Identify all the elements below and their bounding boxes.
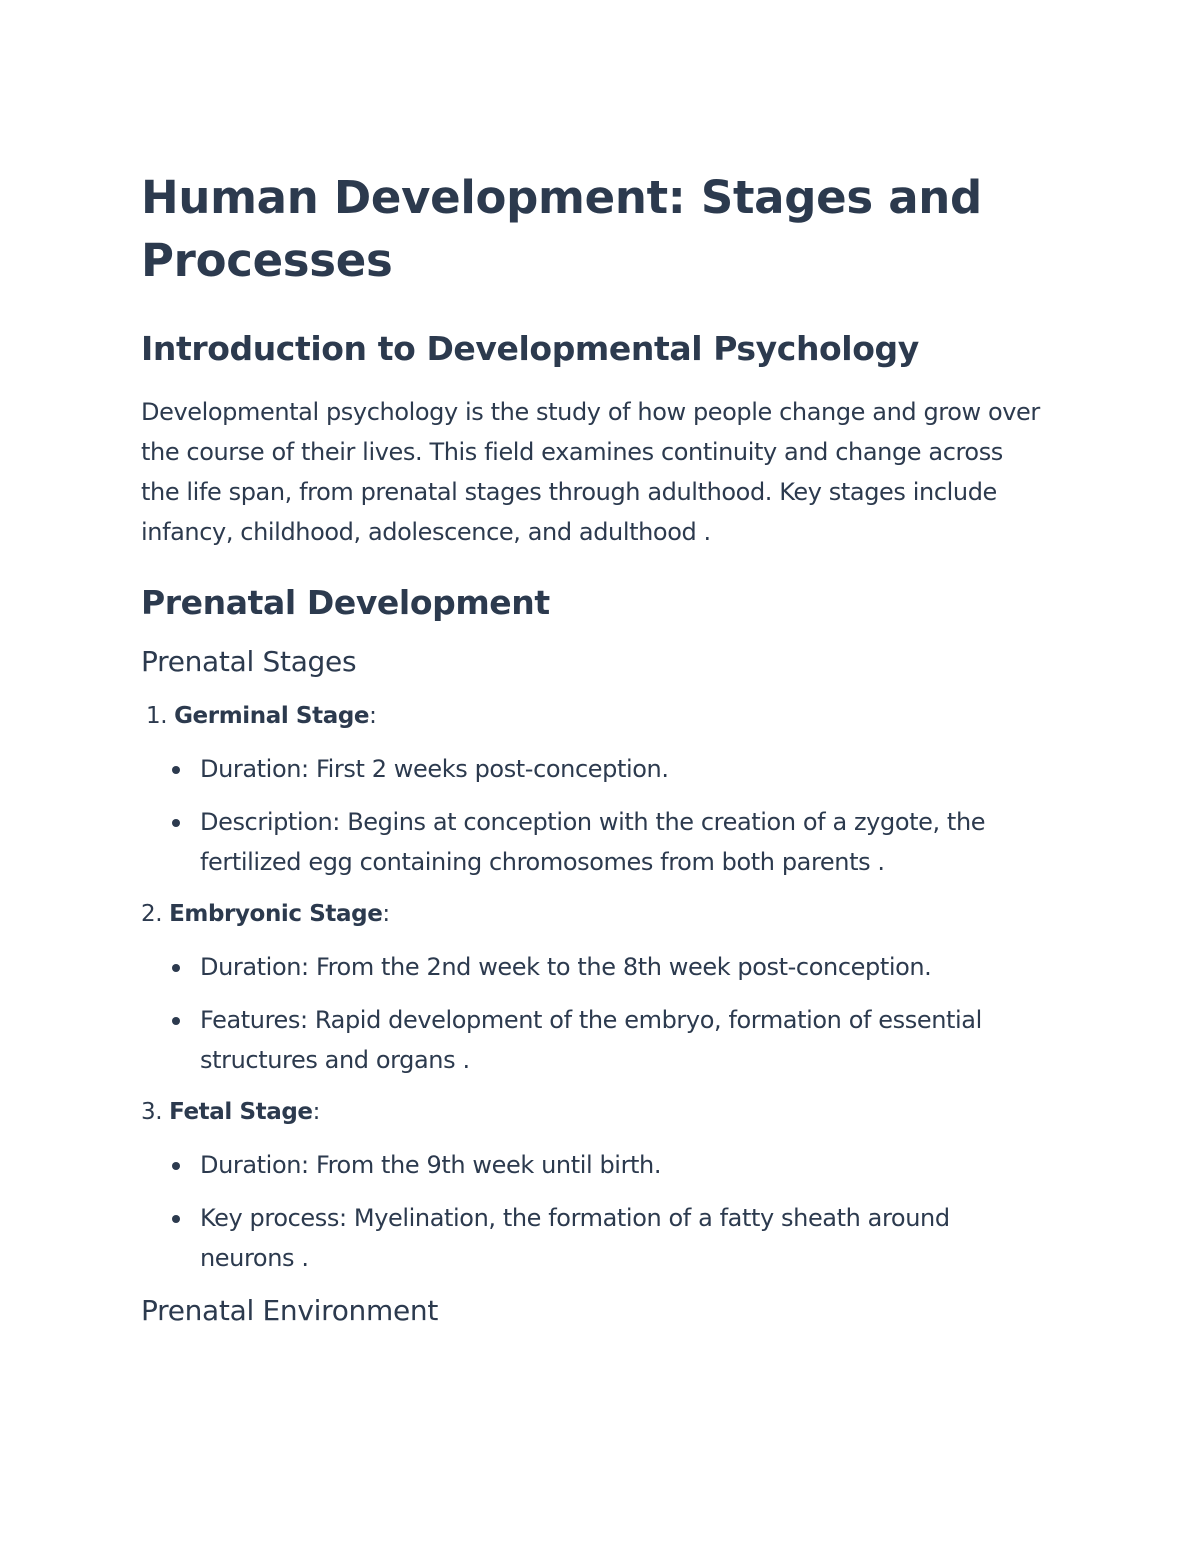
list-item-text: Key process: Myelination, the formation of a fatty sheath around neurons . [200, 1204, 950, 1272]
section-heading-introduction: Introduction to Developmental Psychology [141, 329, 919, 368]
stage-suffix: : [369, 703, 377, 729]
stage-number: 3. [141, 1099, 163, 1125]
stage-number: 2. [141, 901, 163, 927]
bullet-icon [172, 1215, 180, 1223]
stage-name: Germinal Stage [174, 703, 370, 729]
bullet-icon [172, 964, 180, 972]
stage-heading [141, 1092, 1041, 1132]
stage-name: Embryonic Stage [169, 901, 383, 927]
stage-name: Fetal Stage [169, 1099, 313, 1125]
section-heading-prenatal-development: Prenatal Development [141, 583, 550, 622]
stage-heading [141, 696, 1041, 736]
stage-suffix: : [312, 1099, 320, 1125]
list-item [141, 749, 1041, 789]
bullet-icon [172, 766, 180, 774]
stage-heading [141, 894, 1041, 934]
stage-number: 1. [146, 703, 168, 729]
stage-item-fetal [141, 1092, 1041, 1278]
stage-item-embryonic [141, 894, 1041, 1080]
list-item [141, 947, 1041, 987]
introduction-paragraph: Developmental psychology is the study of how people change and grow over the course of their lives. This field examines continuity and change across the life span, from prenatal stages through adulthood. Key stages include infancy, childhood, adolescence, and adulthood . [141, 398, 1040, 546]
list-item-text: Duration: From the 9th week until birth. [200, 1151, 662, 1179]
stage-bullets [141, 947, 1041, 1080]
list-item [141, 1145, 1041, 1185]
stage-suffix: : [382, 901, 390, 927]
list-item-text: Duration: First 2 weeks post-conception. [200, 755, 669, 783]
bullet-icon [172, 819, 180, 827]
document-page [141, 166, 1041, 1327]
stage-bullets [141, 1145, 1041, 1278]
bullet-icon [172, 1162, 180, 1170]
list-item-text: Duration: From the 2nd week to the 8th week post-conception. [200, 953, 932, 981]
subsection-heading-prenatal-stages: Prenatal Stages [141, 645, 357, 678]
list-item-text: Features: Rapid development of the embryo, formation of essential structures and organs . [200, 1006, 982, 1074]
list-item-text: Description: Begins at conception with the creation of a zygote, the fertilized egg containing chromosomes from both parents . [200, 808, 986, 876]
prenatal-stages-list [141, 696, 1041, 1278]
stage-item-germinal [141, 696, 1041, 882]
list-item [141, 1000, 1041, 1080]
stage-bullets [141, 749, 1041, 882]
subsection-heading-prenatal-environment: Prenatal Environment [141, 1294, 439, 1327]
bullet-icon [172, 1017, 180, 1025]
document-title: Human Development: Stages and Processes [141, 171, 982, 287]
list-item [141, 802, 1041, 882]
list-item [141, 1198, 1041, 1278]
